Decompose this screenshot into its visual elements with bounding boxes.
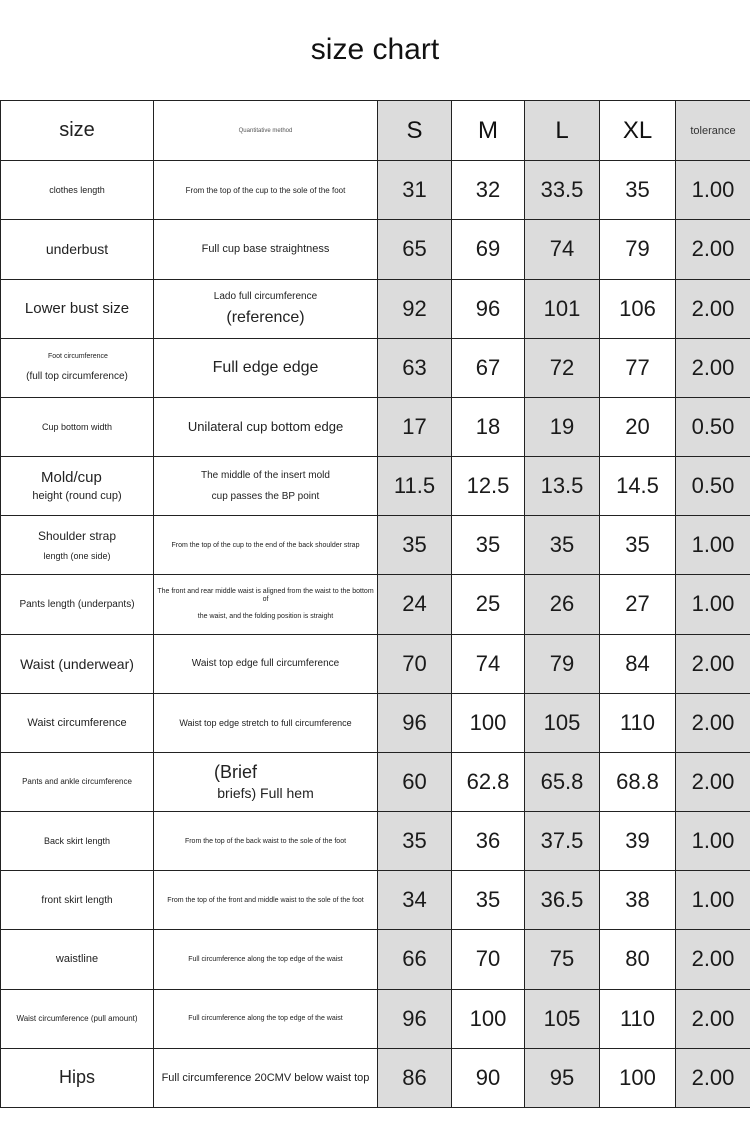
row-method [154, 279, 378, 338]
value-tolerance: 2.00 [676, 338, 750, 397]
table-row [1, 338, 750, 397]
value-tolerance: 0.50 [676, 397, 750, 456]
header-size-m: M [452, 101, 525, 161]
row-method [154, 575, 378, 634]
value-m: 36 [452, 812, 525, 871]
value-m: 100 [452, 693, 525, 752]
table-row [1, 930, 750, 989]
row-label-line1: Shoulder strap [37, 528, 117, 543]
table-row [1, 575, 750, 634]
row-method-line2: (reference) [226, 308, 305, 326]
value-l: 26 [525, 575, 600, 634]
value-tolerance: 2.00 [676, 634, 750, 693]
row-label: Pants and ankle circumference [1, 752, 154, 811]
value-m: 70 [452, 930, 525, 989]
value-l: 19 [525, 397, 600, 456]
value-tolerance: 2.00 [676, 693, 750, 752]
table-row [1, 752, 750, 811]
row-method-line2: the waist, and the folding position is straight [197, 612, 334, 620]
row-label-line1: Foot circumference [48, 352, 108, 360]
value-s: 92 [378, 279, 452, 338]
value-xl: 110 [600, 693, 676, 752]
row-label-line2: length (one side) [43, 551, 111, 562]
value-m: 69 [452, 220, 525, 279]
value-s: 17 [378, 397, 452, 456]
row-method [154, 752, 378, 811]
row-label: waistline [1, 930, 154, 989]
value-xl: 84 [600, 634, 676, 693]
header-size-xl: XL [600, 101, 676, 161]
row-method: Full circumference 20CMV below waist top [154, 1048, 378, 1107]
row-label [1, 457, 154, 516]
value-s: 31 [378, 161, 452, 220]
row-method-line2: cup passes the BP point [211, 490, 320, 502]
row-method-line1: Lado full circumference [213, 290, 318, 302]
row-label [1, 338, 154, 397]
value-s: 34 [378, 871, 452, 930]
row-method-line2: briefs) Full hem [217, 785, 314, 802]
row-label-line2: height (round cup) [32, 490, 122, 503]
value-m: 32 [452, 161, 525, 220]
value-tolerance: 2.00 [676, 279, 750, 338]
table-row [1, 516, 750, 575]
value-s: 65 [378, 220, 452, 279]
value-tolerance: 1.00 [676, 871, 750, 930]
value-xl: 35 [600, 516, 676, 575]
value-xl: 27 [600, 575, 676, 634]
value-tolerance: 2.00 [676, 989, 750, 1048]
value-m: 35 [452, 871, 525, 930]
value-xl: 110 [600, 989, 676, 1048]
value-l: 35 [525, 516, 600, 575]
page-title: size chart [310, 33, 440, 66]
row-label-line1: Mold/cup [41, 469, 102, 487]
row-label: Waist circumference (pull amount) [1, 989, 154, 1048]
value-tolerance: 0.50 [676, 457, 750, 516]
row-label: Lower bust size [1, 279, 154, 338]
table-row [1, 1048, 750, 1107]
value-s: 11.5 [378, 457, 452, 516]
value-tolerance: 2.00 [676, 220, 750, 279]
value-s: 70 [378, 634, 452, 693]
value-xl: 79 [600, 220, 676, 279]
row-label-line2: (full top circumference) [26, 370, 128, 382]
header-size: size [1, 101, 154, 161]
table-row [1, 220, 750, 279]
row-label: Cup bottom width [1, 397, 154, 456]
value-s: 60 [378, 752, 452, 811]
row-label: underbust [1, 220, 154, 279]
value-l: 65.8 [525, 752, 600, 811]
row-method: Unilateral cup bottom edge [154, 397, 378, 456]
size-chart-table [0, 100, 750, 1108]
value-m: 96 [452, 279, 525, 338]
row-method: From the top of the front and middle waist to the sole of the foot [154, 871, 378, 930]
value-l: 36.5 [525, 871, 600, 930]
value-l: 75 [525, 930, 600, 989]
value-l: 72 [525, 338, 600, 397]
row-method [154, 457, 378, 516]
table-row [1, 871, 750, 930]
row-method-line1: The middle of the insert mold [201, 469, 330, 481]
table-row [1, 397, 750, 456]
value-m: 12.5 [452, 457, 525, 516]
value-xl: 80 [600, 930, 676, 989]
value-m: 90 [452, 1048, 525, 1107]
header-method: Quantitative method [154, 101, 378, 161]
table-header-row [1, 101, 750, 161]
value-tolerance: 2.00 [676, 930, 750, 989]
table-row [1, 161, 750, 220]
value-xl: 35 [600, 161, 676, 220]
value-l: 105 [525, 693, 600, 752]
value-l: 13.5 [525, 457, 600, 516]
row-label: front skirt length [1, 871, 154, 930]
value-s: 96 [378, 693, 452, 752]
row-method: Waist top edge stretch to full circumference [154, 693, 378, 752]
value-xl: 20 [600, 397, 676, 456]
table-row [1, 812, 750, 871]
value-xl: 68.8 [600, 752, 676, 811]
row-method: Full edge edge [154, 338, 378, 397]
value-m: 35 [452, 516, 525, 575]
value-tolerance: 2.00 [676, 752, 750, 811]
value-m: 62.8 [452, 752, 525, 811]
value-l: 37.5 [525, 812, 600, 871]
value-tolerance: 1.00 [676, 812, 750, 871]
row-label: Waist circumference [1, 693, 154, 752]
value-tolerance: 1.00 [676, 575, 750, 634]
value-m: 18 [452, 397, 525, 456]
table-row [1, 279, 750, 338]
row-method: From the top of the cup to the end of the back shoulder strap [154, 516, 378, 575]
row-method: From the top of the cup to the sole of the foot [154, 161, 378, 220]
value-s: 24 [378, 575, 452, 634]
value-s: 35 [378, 516, 452, 575]
table-row [1, 634, 750, 693]
row-label: Hips [1, 1048, 154, 1107]
value-s: 35 [378, 812, 452, 871]
value-m: 74 [452, 634, 525, 693]
value-m: 100 [452, 989, 525, 1048]
value-l: 74 [525, 220, 600, 279]
row-method: Waist top edge full circumference [154, 634, 378, 693]
value-l: 95 [525, 1048, 600, 1107]
row-label: Back skirt length [1, 812, 154, 871]
row-label: Waist (underwear) [1, 634, 154, 693]
value-xl: 39 [600, 812, 676, 871]
table-row [1, 693, 750, 752]
row-method: Full circumference along the top edge of the waist [154, 989, 378, 1048]
table-row [1, 989, 750, 1048]
row-method-line1: The front and rear middle waist is aligned from the waist to the bottom of [157, 587, 374, 604]
value-xl: 100 [600, 1048, 676, 1107]
value-xl: 14.5 [600, 457, 676, 516]
value-m: 25 [452, 575, 525, 634]
value-s: 66 [378, 930, 452, 989]
value-m: 67 [452, 338, 525, 397]
value-xl: 77 [600, 338, 676, 397]
value-l: 33.5 [525, 161, 600, 220]
value-tolerance: 2.00 [676, 1048, 750, 1107]
row-label [1, 516, 154, 575]
value-tolerance: 1.00 [676, 161, 750, 220]
header-tolerance: tolerance [676, 101, 750, 161]
value-s: 63 [378, 338, 452, 397]
value-l: 101 [525, 279, 600, 338]
header-size-s: S [378, 101, 452, 161]
value-s: 86 [378, 1048, 452, 1107]
header-size-l: L [525, 101, 600, 161]
value-s: 96 [378, 989, 452, 1048]
table-row [1, 457, 750, 516]
value-l: 105 [525, 989, 600, 1048]
value-xl: 106 [600, 279, 676, 338]
row-method: Full circumference along the top edge of the waist [154, 930, 378, 989]
value-xl: 38 [600, 871, 676, 930]
row-label: clothes length [1, 161, 154, 220]
row-method-line1: (Brief [214, 761, 258, 782]
row-method: Full cup base straightness [154, 220, 378, 279]
row-label: Pants length (underpants) [1, 575, 154, 634]
value-l: 79 [525, 634, 600, 693]
row-method: From the top of the back waist to the sole of the foot [154, 812, 378, 871]
value-tolerance: 1.00 [676, 516, 750, 575]
